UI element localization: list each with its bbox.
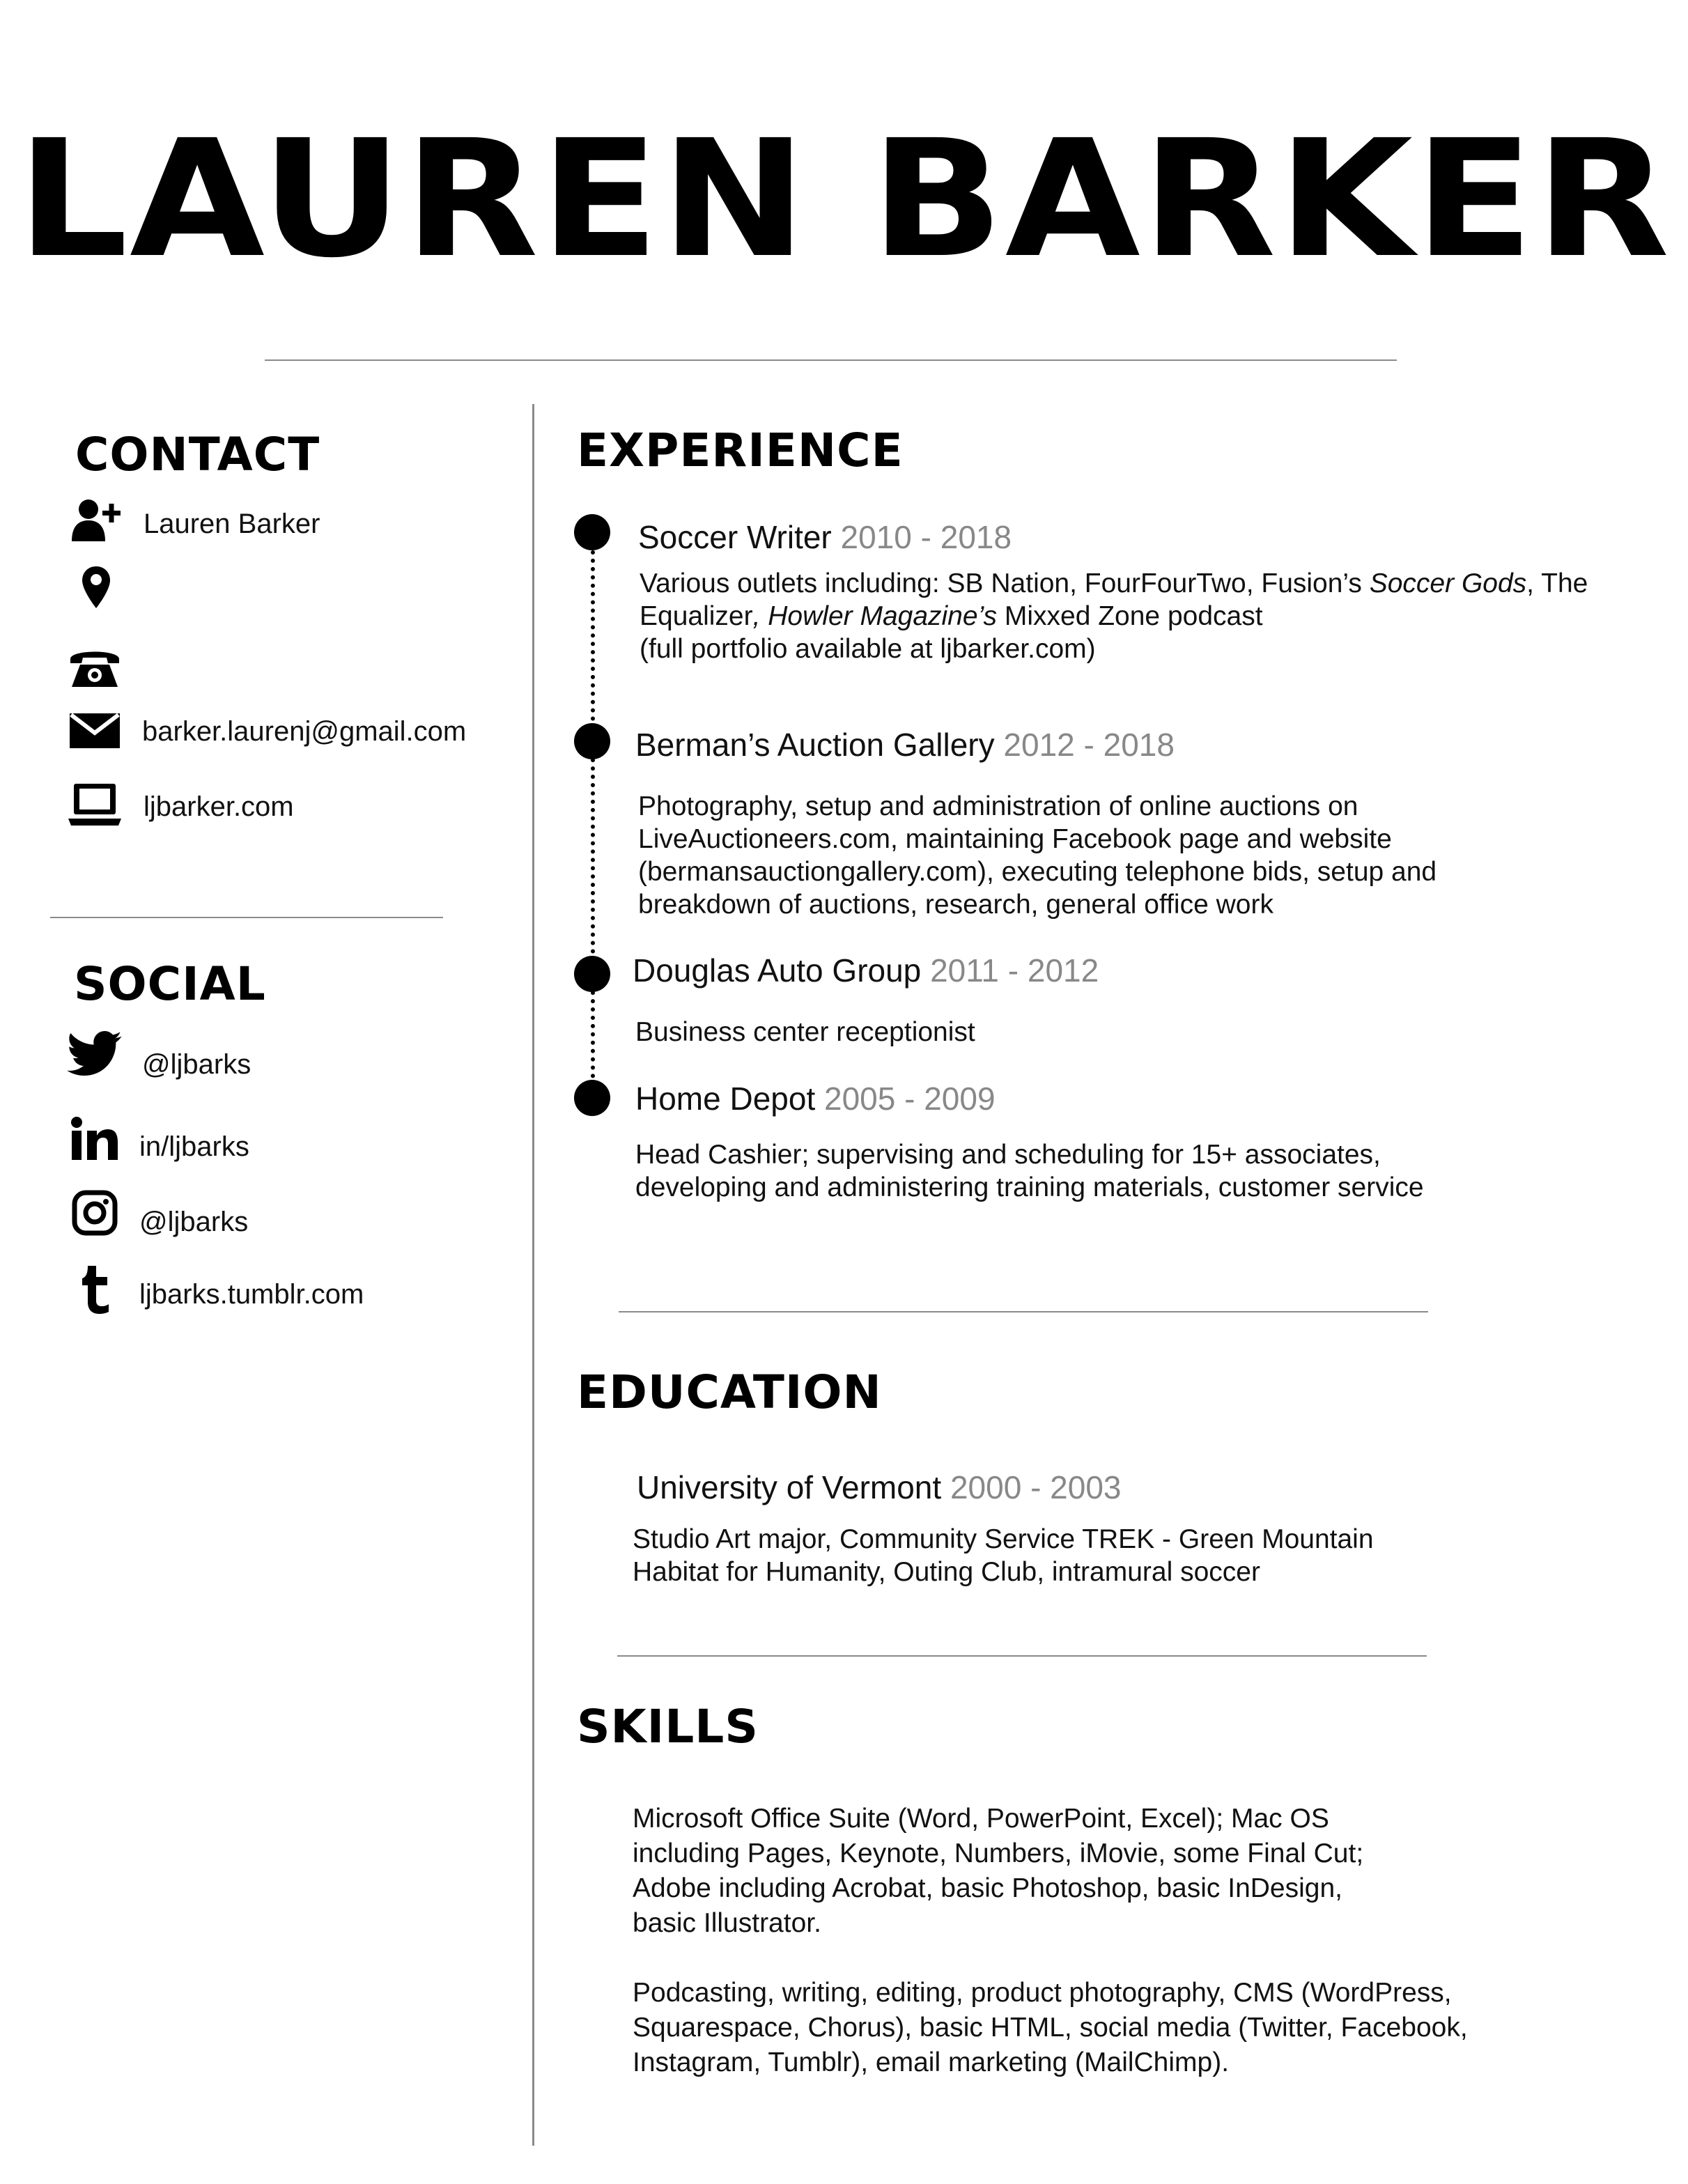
phone-icon xyxy=(67,642,123,691)
sidebar-divider xyxy=(50,917,443,918)
school-title xyxy=(637,1471,1122,1503)
desc-text: Mixxed Zone podcast xyxy=(997,601,1263,631)
twitter-icon xyxy=(67,1030,123,1078)
twitter-handle[interactable]: @ljbarks xyxy=(142,1049,251,1080)
add-user-icon xyxy=(68,496,124,545)
skills-heading: SKILLS xyxy=(577,1700,759,1753)
header-divider xyxy=(265,359,1397,361)
job-title-text: Soccer Writer xyxy=(638,519,832,555)
skills-paragraph: Microsoft Office Suite (Word, PowerPoint, Excel); Mac OS including Pages, Keynote, Numbers, iMovie, some Final Cut; Adobe including Acrobat, basic Photoshop, basic InDesign, basic Illustrator. xyxy=(633,1804,1364,1938)
job-title-text: Home Depot xyxy=(635,1081,816,1117)
job-title xyxy=(635,729,1175,761)
timeline-dot xyxy=(574,514,610,550)
desc-italic: , Howler Magazine’s xyxy=(752,601,998,631)
job-years: 2011 - 2012 xyxy=(930,952,1099,989)
job-description: Business center receptionist xyxy=(635,1017,975,1047)
timeline-connector xyxy=(591,550,595,1087)
job-description: Photography, setup and administration of online auctions on LiveAuctioneers.com, maintaining Facebook page and website (bermansauctiongallery.com), executing telephone bids, setup and breakdown of auctions, research, general office work xyxy=(638,791,1437,920)
column-divider xyxy=(532,404,534,2146)
job-title xyxy=(638,521,1012,553)
job-years: 2010 - 2018 xyxy=(840,519,1012,555)
contact-website[interactable]: ljbarker.com xyxy=(144,791,294,822)
linkedin-icon xyxy=(67,1115,123,1163)
school-name: University of Vermont xyxy=(637,1469,942,1505)
tumblr-url[interactable]: ljbarks.tumblr.com xyxy=(139,1279,364,1310)
skills-paragraph: Podcasting, writing, editing, product photography, CMS (WordPress, Squarespace, Chorus), basic HTML, social media (Twitter, Facebook, Instagram, Tumblr), email marketing (MailChimp). xyxy=(633,1978,1468,2077)
timeline-dot xyxy=(574,1080,610,1116)
job-title-text: Douglas Auto Group xyxy=(633,952,922,989)
desc-text: , The Equalizer xyxy=(640,568,1588,631)
job-description xyxy=(640,567,1643,665)
timeline-dot xyxy=(574,956,610,992)
instagram-handle[interactable]: @ljbarks xyxy=(139,1207,249,1237)
laptop-icon xyxy=(67,780,123,829)
education-heading: EDUCATION xyxy=(577,1365,882,1419)
job-description: Head Cashier; supervising and scheduling for 15+ associates, developing and administering training materials, customer service xyxy=(635,1140,1424,1202)
education-description: Studio Art major, Community Service TREK - Green Mountain Habitat for Humanity, Outing Club, intramural soccer xyxy=(633,1524,1374,1587)
location-pin-icon xyxy=(68,563,124,612)
social-heading: SOCIAL xyxy=(74,957,266,1011)
contact-name: Lauren Barker xyxy=(144,509,320,539)
job-title-text: Berman’s Auction Gallery xyxy=(635,727,995,763)
job-title xyxy=(635,1083,996,1115)
desc-text: (full portfolio available at ljbarker.com) xyxy=(640,634,1096,664)
contact-heading: CONTACT xyxy=(75,428,320,481)
school-years: 2000 - 2003 xyxy=(950,1469,1122,1505)
job-years: 2005 - 2009 xyxy=(824,1081,996,1117)
education-divider xyxy=(617,1655,1427,1657)
instagram-icon xyxy=(67,1188,123,1237)
timeline-dot xyxy=(574,723,610,759)
tumblr-icon xyxy=(68,1265,124,1314)
experience-heading: EXPERIENCE xyxy=(577,424,904,477)
envelope-icon xyxy=(67,706,123,755)
resume-name: LAUREN BARKER xyxy=(17,105,1671,293)
job-years: 2012 - 2018 xyxy=(1003,727,1175,763)
linkedin-handle[interactable]: in/ljbarks xyxy=(139,1131,249,1162)
contact-email[interactable]: barker.laurenj@gmail.com xyxy=(142,716,467,747)
desc-italic: Soccer Gods xyxy=(1369,568,1527,598)
job-title xyxy=(633,952,1099,989)
desc-text: Various outlets including: SB Nation, FourFourTwo, Fusion’s xyxy=(640,568,1370,598)
experience-divider xyxy=(619,1311,1428,1312)
